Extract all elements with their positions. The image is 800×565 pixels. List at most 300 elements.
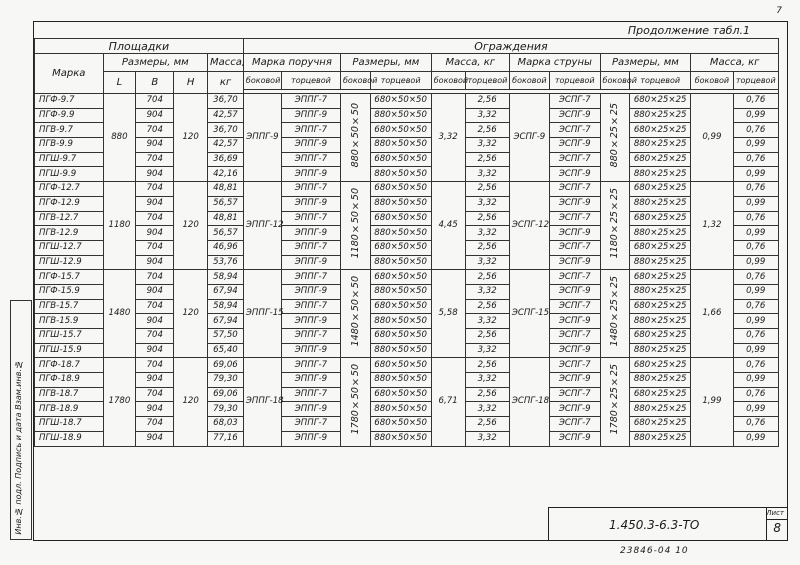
rail-end-mark: ЭППГ-9 bbox=[281, 196, 340, 211]
string-end-mark: ЭСПГ-9 bbox=[549, 314, 600, 329]
platform-mass: 42,16 bbox=[208, 167, 244, 182]
platform-mass: 58,94 bbox=[208, 270, 244, 285]
rail-end-size: 680×50×50 bbox=[370, 123, 431, 138]
table-row bbox=[35, 196, 779, 211]
string-end-mass: 0,76 bbox=[733, 329, 779, 344]
rail-end-size: 880×50×50 bbox=[370, 167, 431, 182]
rail-side-mass: 3,32 bbox=[431, 94, 465, 182]
rail-end-mass: 3,32 bbox=[465, 108, 509, 123]
table-row bbox=[35, 182, 779, 197]
mark-heading: Марка bbox=[35, 54, 104, 94]
sheet-label: Лист bbox=[766, 509, 784, 517]
string-end-mark: ЭСПГ-9 bbox=[549, 343, 600, 358]
string-end-mark: ЭСПГ-9 bbox=[549, 255, 600, 270]
rail-end-mass: 3,32 bbox=[465, 196, 509, 211]
side-heading: боковой bbox=[340, 72, 370, 90]
string-end-mark: ЭСПГ-9 bbox=[549, 226, 600, 241]
end-heading: торцевой bbox=[465, 72, 509, 90]
platform-mass: 46,96 bbox=[208, 240, 244, 255]
string-end-mark: ЭСПГ-9 bbox=[549, 402, 600, 417]
platform-mass: 53,76 bbox=[208, 255, 244, 270]
platform-mark: ПГШ-15.7 bbox=[35, 329, 104, 344]
string-end-size: 880×25×25 bbox=[630, 167, 691, 182]
platform-mark: ПГШ-12.9 bbox=[35, 255, 104, 270]
string-mass-heading: Масса, кг bbox=[691, 54, 779, 72]
length-L: 1780 bbox=[103, 358, 136, 446]
rail-end-size: 680×50×50 bbox=[370, 240, 431, 255]
string-end-mark: ЭСПГ-7 bbox=[549, 387, 600, 402]
rail-end-size: 880×50×50 bbox=[370, 402, 431, 417]
width-B: 704 bbox=[136, 387, 174, 402]
table-row bbox=[35, 373, 779, 388]
platform-mass: 58,94 bbox=[208, 299, 244, 314]
string-end-size: 680×25×25 bbox=[630, 329, 691, 344]
rail-end-mark: ЭППГ-9 bbox=[281, 343, 340, 358]
string-side-mark: ЭСПГ-15 bbox=[509, 270, 549, 358]
rail-side-size bbox=[340, 94, 370, 182]
rail-end-mark: ЭППГ-9 bbox=[281, 402, 340, 417]
string-side-size bbox=[600, 270, 630, 358]
sheet-number: 8 bbox=[773, 521, 781, 535]
string-end-size: 680×25×25 bbox=[630, 270, 691, 285]
width-B: 904 bbox=[136, 226, 174, 241]
rail-end-mass: 2,56 bbox=[465, 123, 509, 138]
string-end-size: 880×25×25 bbox=[630, 196, 691, 211]
string-end-mass: 0,99 bbox=[733, 284, 779, 299]
string-end-mass: 0,76 bbox=[733, 182, 779, 197]
rail-side-size bbox=[340, 358, 370, 446]
width-B: 904 bbox=[136, 108, 174, 123]
rail-end-size: 680×50×50 bbox=[370, 270, 431, 285]
width-B: 704 bbox=[136, 358, 174, 373]
rail-side-size-text: 880×50×50 bbox=[349, 102, 361, 168]
string-end-size: 680×25×25 bbox=[630, 240, 691, 255]
rail-end-mark: ЭППГ-9 bbox=[281, 431, 340, 446]
width-B: 904 bbox=[136, 255, 174, 270]
H-heading: H bbox=[174, 72, 208, 94]
platform-mass: 79,30 bbox=[208, 373, 244, 388]
rail-end-mark: ЭППГ-7 bbox=[281, 182, 340, 197]
rail-side-mark: ЭППГ-12 bbox=[243, 182, 281, 270]
string-end-size: 680×25×25 bbox=[630, 211, 691, 226]
string-end-mass: 0,99 bbox=[733, 196, 779, 211]
string-end-mark: ЭСПГ-9 bbox=[549, 196, 600, 211]
string-side-size bbox=[600, 94, 630, 182]
rail-end-size: 880×50×50 bbox=[370, 255, 431, 270]
rail-end-size: 680×50×50 bbox=[370, 94, 431, 109]
side-heading: боковой bbox=[431, 72, 465, 90]
rail-end-mark: ЭППГ-9 bbox=[281, 138, 340, 153]
rail-end-size: 880×50×50 bbox=[370, 138, 431, 153]
table-row bbox=[35, 123, 779, 138]
string-side-size bbox=[600, 358, 630, 446]
platform-mass: 67,94 bbox=[208, 314, 244, 329]
string-end-size: 880×25×25 bbox=[630, 343, 691, 358]
guards-heading: Ограждения bbox=[243, 39, 778, 54]
table-row bbox=[35, 240, 779, 255]
height-H: 120 bbox=[174, 182, 208, 270]
side-heading: боковой bbox=[691, 72, 733, 90]
side-heading: боковой bbox=[243, 72, 281, 90]
table-row bbox=[35, 343, 779, 358]
string-end-size: 680×25×25 bbox=[630, 123, 691, 138]
width-B: 904 bbox=[136, 284, 174, 299]
string-end-size: 880×25×25 bbox=[630, 314, 691, 329]
string-end-mass: 0,76 bbox=[733, 211, 779, 226]
rail-end-mark: ЭППГ-7 bbox=[281, 387, 340, 402]
string-end-mass: 0,99 bbox=[733, 167, 779, 182]
rail-end-mass: 2,56 bbox=[465, 211, 509, 226]
length-L: 1480 bbox=[103, 270, 136, 358]
width-B: 904 bbox=[136, 196, 174, 211]
string-end-size: 880×25×25 bbox=[630, 373, 691, 388]
platform-mark: ПГШ-15.9 bbox=[35, 343, 104, 358]
width-B: 704 bbox=[136, 270, 174, 285]
platform-mark: ПГФ-15.9 bbox=[35, 284, 104, 299]
platform-mark: ПГФ-9.7 bbox=[35, 94, 104, 109]
string-end-size: 880×25×25 bbox=[630, 284, 691, 299]
table-row bbox=[35, 270, 779, 285]
inventory-number: 23846-04 10 bbox=[620, 546, 689, 556]
specification-table bbox=[34, 38, 779, 447]
string-end-mass: 0,76 bbox=[733, 417, 779, 432]
table-row bbox=[35, 402, 779, 417]
string-end-size: 680×25×25 bbox=[630, 299, 691, 314]
platform-mass: 57,50 bbox=[208, 329, 244, 344]
rail-end-size: 680×50×50 bbox=[370, 152, 431, 167]
string-end-mark: ЭСПГ-7 bbox=[549, 94, 600, 109]
rail-end-size: 880×50×50 bbox=[370, 314, 431, 329]
rail-end-size: 680×50×50 bbox=[370, 358, 431, 373]
platform-mark: ПГШ-12.7 bbox=[35, 240, 104, 255]
string-end-mark: ЭСПГ-9 bbox=[549, 167, 600, 182]
rail-end-mark: ЭППГ-7 bbox=[281, 240, 340, 255]
platform-mark: ПГФ-9.9 bbox=[35, 108, 104, 123]
rail-end-mass: 3,32 bbox=[465, 284, 509, 299]
rail-end-mass: 3,32 bbox=[465, 402, 509, 417]
end-heading: торцевой bbox=[549, 72, 600, 90]
table-row bbox=[35, 284, 779, 299]
width-B: 904 bbox=[136, 431, 174, 446]
string-end-mass: 0,99 bbox=[733, 402, 779, 417]
platform-mark: ПГФ-12.7 bbox=[35, 182, 104, 197]
rail-end-mass: 3,32 bbox=[465, 431, 509, 446]
rail-end-mark: ЭППГ-7 bbox=[281, 329, 340, 344]
side-heading: боковой bbox=[509, 72, 549, 90]
title-block bbox=[548, 507, 788, 541]
rail-end-mass: 3,32 bbox=[465, 138, 509, 153]
length-L: 880 bbox=[103, 94, 136, 182]
table-row bbox=[35, 358, 779, 373]
width-B: 904 bbox=[136, 343, 174, 358]
rail-end-mark: ЭППГ-7 bbox=[281, 211, 340, 226]
string-side-mark: ЭСПГ-9 bbox=[509, 94, 549, 182]
platform-mark: ПГВ-12.9 bbox=[35, 226, 104, 241]
rail-side-mass: 4,45 bbox=[431, 182, 465, 270]
rail-end-mass: 2,56 bbox=[465, 152, 509, 167]
rail-end-mark: ЭППГ-7 bbox=[281, 94, 340, 109]
platform-mark: ПГВ-18.7 bbox=[35, 387, 104, 402]
platform-mark: ПГВ-9.9 bbox=[35, 138, 104, 153]
width-B: 904 bbox=[136, 138, 174, 153]
rail-end-mark: ЭППГ-9 bbox=[281, 108, 340, 123]
rail-side-mark: ЭППГ-18 bbox=[243, 358, 281, 446]
platform-mass: 48,81 bbox=[208, 211, 244, 226]
platform-mass: 56,57 bbox=[208, 226, 244, 241]
string-side-mark: ЭСПГ-18 bbox=[509, 358, 549, 446]
platform-mark: ПГШ-9.7 bbox=[35, 152, 104, 167]
string-end-size: 680×25×25 bbox=[630, 182, 691, 197]
rail-end-mass: 3,32 bbox=[465, 167, 509, 182]
end-heading: торцевой bbox=[370, 72, 431, 90]
rail-mass-heading: Масса, кг bbox=[431, 54, 509, 72]
B-heading: B bbox=[136, 72, 174, 94]
end-heading: торцевой bbox=[630, 72, 691, 90]
string-side-size-text: 1180×25×25 bbox=[609, 188, 621, 259]
platform-mark: ПГВ-18.9 bbox=[35, 402, 104, 417]
rail-end-size: 880×50×50 bbox=[370, 284, 431, 299]
sizes-heading: Размеры, мм bbox=[103, 54, 207, 72]
rail-end-mass: 3,32 bbox=[465, 314, 509, 329]
end-heading: торцевой bbox=[733, 72, 779, 90]
rail-end-mark: ЭППГ-7 bbox=[281, 152, 340, 167]
string-side-size-text: 1780×25×25 bbox=[609, 364, 621, 435]
rail-end-mark: ЭППГ-7 bbox=[281, 299, 340, 314]
string-end-mark: ЭСПГ-7 bbox=[549, 152, 600, 167]
platform-mass: 36,69 bbox=[208, 152, 244, 167]
platform-mass: 48,81 bbox=[208, 182, 244, 197]
rail-end-size: 680×50×50 bbox=[370, 329, 431, 344]
platform-mass: 36,70 bbox=[208, 123, 244, 138]
rail-end-size: 680×50×50 bbox=[370, 417, 431, 432]
rail-side-mass: 6,71 bbox=[431, 358, 465, 446]
platform-mark: ПГФ-18.9 bbox=[35, 373, 104, 388]
platform-mass: 69,06 bbox=[208, 358, 244, 373]
width-B: 704 bbox=[136, 94, 174, 109]
string-side-size-text: 880×25×25 bbox=[609, 102, 621, 168]
string-end-size: 680×25×25 bbox=[630, 387, 691, 402]
length-L: 1180 bbox=[103, 182, 136, 270]
table-row bbox=[35, 138, 779, 153]
string-end-mark: ЭСПГ-9 bbox=[549, 284, 600, 299]
rail-end-mark: ЭППГ-9 bbox=[281, 373, 340, 388]
platform-mark: ПГШ-18.9 bbox=[35, 431, 104, 446]
rail-end-mass: 3,32 bbox=[465, 343, 509, 358]
string-end-size: 680×25×25 bbox=[630, 417, 691, 432]
string-end-size: 680×25×25 bbox=[630, 152, 691, 167]
string-end-mass: 0,99 bbox=[733, 343, 779, 358]
string-end-mass: 0,99 bbox=[733, 373, 779, 388]
string-end-size: 880×25×25 bbox=[630, 108, 691, 123]
string-end-mark: ЭСПГ-7 bbox=[549, 240, 600, 255]
side-stamp bbox=[10, 300, 32, 540]
string-end-mark: ЭСПГ-9 bbox=[549, 431, 600, 446]
string-end-size: 680×25×25 bbox=[630, 94, 691, 109]
platform-mark: ПГФ-15.7 bbox=[35, 270, 104, 285]
rail-end-mark: ЭППГ-9 bbox=[281, 314, 340, 329]
platform-mass: 77,16 bbox=[208, 431, 244, 446]
side-heading: боковой bbox=[600, 72, 630, 90]
rail-side-size-text: 1180×50×50 bbox=[349, 188, 361, 259]
platform-mass: 42,57 bbox=[208, 138, 244, 153]
platform-mark: ПГВ-15.9 bbox=[35, 314, 104, 329]
platform-mark: ПГШ-9.9 bbox=[35, 167, 104, 182]
table-row bbox=[35, 167, 779, 182]
rail-end-mark: ЭППГ-9 bbox=[281, 167, 340, 182]
platform-mark: ПГФ-18.7 bbox=[35, 358, 104, 373]
width-B: 704 bbox=[136, 182, 174, 197]
width-B: 704 bbox=[136, 329, 174, 344]
platform-mark: ПГВ-12.7 bbox=[35, 211, 104, 226]
width-B: 904 bbox=[136, 314, 174, 329]
string-end-mass: 0,76 bbox=[733, 240, 779, 255]
rail-side-mass: 5,58 bbox=[431, 270, 465, 358]
string-end-size: 880×25×25 bbox=[630, 431, 691, 446]
string-end-mark: ЭСПГ-7 bbox=[549, 299, 600, 314]
table-row bbox=[35, 417, 779, 432]
rail-end-mass: 2,56 bbox=[465, 182, 509, 197]
table-row bbox=[35, 329, 779, 344]
rail-end-size: 680×50×50 bbox=[370, 211, 431, 226]
string-end-mark: ЭСПГ-7 bbox=[549, 358, 600, 373]
rail-side-size bbox=[340, 270, 370, 358]
string-end-mass: 0,76 bbox=[733, 152, 779, 167]
string-end-size: 880×25×25 bbox=[630, 226, 691, 241]
width-B: 904 bbox=[136, 167, 174, 182]
platform-mass: 67,94 bbox=[208, 284, 244, 299]
table-row bbox=[35, 152, 779, 167]
platform-mark: ПГВ-15.7 bbox=[35, 299, 104, 314]
continuation-caption: Продолжение табл.1 bbox=[627, 24, 750, 37]
string-end-mark: ЭСПГ-9 bbox=[549, 138, 600, 153]
table-row bbox=[35, 108, 779, 123]
rail-end-size: 680×50×50 bbox=[370, 387, 431, 402]
string-side-mass: 1,66 bbox=[691, 270, 733, 358]
table-row bbox=[35, 255, 779, 270]
string-sizes-heading: Размеры, мм bbox=[600, 54, 691, 72]
platform-mass: 36,70 bbox=[208, 94, 244, 109]
string-end-mark: ЭСПГ-7 bbox=[549, 182, 600, 197]
string-end-mark: ЭСПГ-7 bbox=[549, 211, 600, 226]
string-end-mass: 0,99 bbox=[733, 431, 779, 446]
rail-side-mark: ЭППГ-15 bbox=[243, 270, 281, 358]
rail-sizes-heading: Размеры, мм bbox=[340, 54, 431, 72]
width-B: 904 bbox=[136, 402, 174, 417]
string-end-mass: 0,76 bbox=[733, 358, 779, 373]
rail-mark-heading: Марка поручня bbox=[243, 54, 340, 72]
width-B: 704 bbox=[136, 211, 174, 226]
table-row bbox=[35, 314, 779, 329]
rail-end-mass: 2,56 bbox=[465, 240, 509, 255]
platform-mass: 56,57 bbox=[208, 196, 244, 211]
L-heading: L bbox=[103, 72, 136, 94]
rail-end-size: 880×50×50 bbox=[370, 226, 431, 241]
rail-end-mass: 2,56 bbox=[465, 94, 509, 109]
height-H: 120 bbox=[174, 358, 208, 446]
width-B: 704 bbox=[136, 123, 174, 138]
table-row bbox=[35, 431, 779, 446]
rail-end-size: 680×50×50 bbox=[370, 182, 431, 197]
document-code: 1.450.3-6.3-ТО bbox=[609, 518, 700, 532]
rail-end-mass: 3,32 bbox=[465, 255, 509, 270]
string-end-size: 880×25×25 bbox=[630, 255, 691, 270]
height-H: 120 bbox=[174, 94, 208, 182]
table-row bbox=[35, 226, 779, 241]
side-stamp-text: Инв.№ подл. Подпись и дата Взам.инв.№ bbox=[14, 360, 23, 535]
rail-end-mass: 2,56 bbox=[465, 329, 509, 344]
rail-end-mark: ЭППГ-9 bbox=[281, 284, 340, 299]
table-row bbox=[35, 211, 779, 226]
string-side-mass: 1,99 bbox=[691, 358, 733, 446]
string-end-mass: 0,99 bbox=[733, 255, 779, 270]
rail-end-mass: 2,56 bbox=[465, 387, 509, 402]
width-B: 704 bbox=[136, 417, 174, 432]
platform-mark: ПГШ-18.7 bbox=[35, 417, 104, 432]
rail-end-mark: ЭППГ-7 bbox=[281, 270, 340, 285]
string-end-mass: 0,76 bbox=[733, 270, 779, 285]
string-side-mark: ЭСПГ-12 bbox=[509, 182, 549, 270]
width-B: 704 bbox=[136, 299, 174, 314]
platform-mark: ПГФ-12.9 bbox=[35, 196, 104, 211]
table-row bbox=[35, 387, 779, 402]
rail-end-size: 880×50×50 bbox=[370, 108, 431, 123]
table-row bbox=[35, 94, 779, 109]
string-mark-heading: Марка струны bbox=[509, 54, 600, 72]
string-end-mark: ЭСПГ-9 bbox=[549, 373, 600, 388]
rail-end-size: 880×50×50 bbox=[370, 196, 431, 211]
string-end-mass: 0,76 bbox=[733, 94, 779, 109]
string-end-size: 680×25×25 bbox=[630, 358, 691, 373]
string-end-mass: 0,99 bbox=[733, 226, 779, 241]
kg-heading: кг bbox=[208, 72, 244, 94]
string-end-mark: ЭСПГ-7 bbox=[549, 123, 600, 138]
rail-end-mark: ЭППГ-7 bbox=[281, 417, 340, 432]
string-end-mass: 0,99 bbox=[733, 138, 779, 153]
platform-mark: ПГВ-9.7 bbox=[35, 123, 104, 138]
end-heading: торцевой bbox=[281, 72, 340, 90]
platforms-heading: Площадки bbox=[35, 39, 244, 54]
rail-end-size: 880×50×50 bbox=[370, 343, 431, 358]
platform-mass: 69,06 bbox=[208, 387, 244, 402]
platform-mass: 79,30 bbox=[208, 402, 244, 417]
rail-end-mark: ЭППГ-9 bbox=[281, 226, 340, 241]
rail-end-mass: 2,56 bbox=[465, 270, 509, 285]
width-B: 704 bbox=[136, 152, 174, 167]
rail-side-size bbox=[340, 182, 370, 270]
platform-mass: 68,03 bbox=[208, 417, 244, 432]
rail-side-mark: ЭППГ-9 bbox=[243, 94, 281, 182]
rail-end-mass: 2,56 bbox=[465, 299, 509, 314]
width-B: 704 bbox=[136, 240, 174, 255]
string-end-mass: 0,76 bbox=[733, 123, 779, 138]
rail-end-mark: ЭППГ-9 bbox=[281, 255, 340, 270]
rail-end-size: 880×50×50 bbox=[370, 431, 431, 446]
page-mark: 7 bbox=[776, 6, 782, 16]
string-side-size bbox=[600, 182, 630, 270]
height-H: 120 bbox=[174, 270, 208, 358]
rail-end-mass: 2,56 bbox=[465, 417, 509, 432]
platform-mass: 65,40 bbox=[208, 343, 244, 358]
string-side-mass: 0,99 bbox=[691, 94, 733, 182]
string-end-size: 880×25×25 bbox=[630, 402, 691, 417]
rail-side-size-text: 1780×50×50 bbox=[349, 364, 361, 435]
string-end-mark: ЭСПГ-7 bbox=[549, 270, 600, 285]
platform-mass: 42,57 bbox=[208, 108, 244, 123]
string-end-mass: 0,76 bbox=[733, 387, 779, 402]
rail-end-mass: 3,32 bbox=[465, 373, 509, 388]
mass-heading: Масса, bbox=[208, 54, 244, 72]
string-side-mass: 1,32 bbox=[691, 182, 733, 270]
